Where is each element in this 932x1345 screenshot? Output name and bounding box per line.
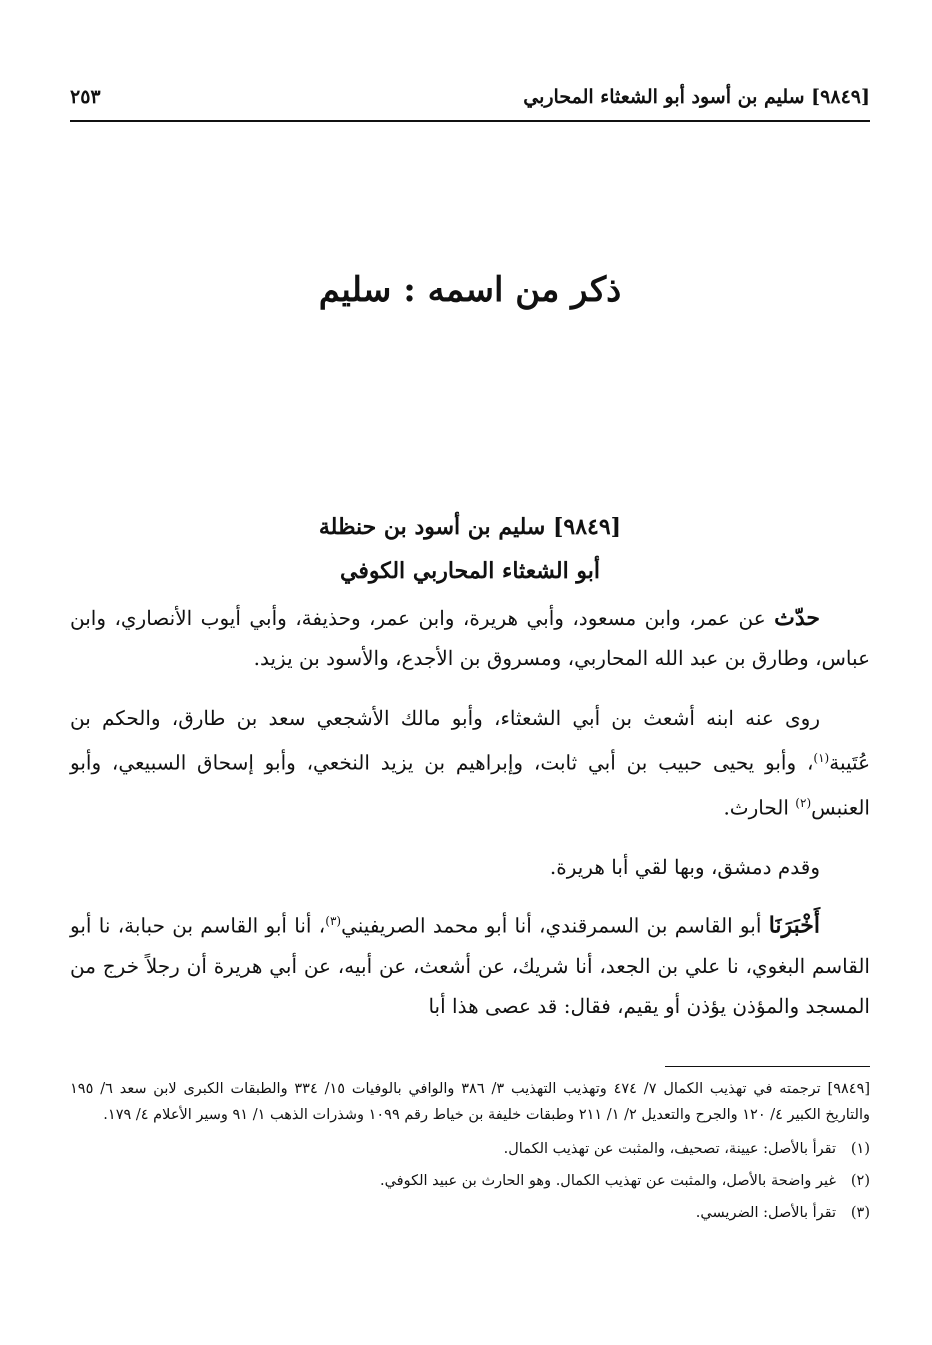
footnote-1 — [70, 1136, 870, 1162]
paragraph-text: ، وأبو يحيى حبيب بن أبي ثابت، وإبراهيم بن يزيد النخعي، وأبو إسحاق السبيعي، وأبو العنبس — [70, 750, 870, 820]
paragraph-text: أبو القاسم بن السمرقندي، أنا أبو محمد الصريفيني — [341, 913, 769, 938]
footnote-number: (١) — [850, 1141, 870, 1157]
footnote-text: غير واضحة بالأصل، والمثبت عن تهذيب الكمال. وهو الحارث بن عبيد الكوفي. — [379, 1173, 836, 1189]
footnote-ref-2[interactable]: (٢) — [795, 795, 812, 810]
footnote-number: (٢) — [850, 1173, 870, 1189]
paragraph-text: روى عنه ابنه أشعث بن أبي الشعثاء، وأبو مالك الأشجعي سعد بن طارق، والحكم بن عُتَيبة — [70, 706, 870, 775]
paragraph-damascus: وقدم دمشق، وبها لقي أبا هريرة. — [549, 855, 820, 880]
footnote-text: تقرأ بالأصل: الضريسي. — [695, 1205, 836, 1221]
running-title: [٩٨٤٩] سليم بن أسود أبو الشعثاء المحاربي — [523, 86, 870, 108]
paragraph-text: الحارث. — [723, 795, 796, 820]
footnote-text: تقرأ بالأصل: عيينة، تصحيف، والمثبت عن تهذيب الكمال. — [503, 1141, 836, 1157]
footnote-rule — [665, 1066, 870, 1067]
paragraph-text: عن عمر، وابن مسعود، وأبي هريرة، وابن عمر، وحذيفة، وأبي أيوب الأنصاري، وابن عباس، وطارق بن عبد الله المحاربي، ومسروق بن الأجدع، والأسود بن يزيد. — [70, 606, 870, 670]
entry-heading-line-2: أبو الشعثاء المحاربي الكوفي — [339, 558, 601, 584]
paragraph-narrators — [70, 698, 870, 827]
entry-heading-line-1: [٩٨٤٩] سليم بن أسود بن حنظلة — [318, 514, 622, 540]
lead-word: حدّث — [774, 605, 821, 631]
header-rule — [70, 120, 870, 122]
footnotes — [70, 1076, 870, 1232]
footnote-number: (٣) — [850, 1205, 870, 1221]
lead-word: أَخْبَرَنَا — [768, 912, 821, 939]
footnote-sources: [٩٨٤٩] ترجمته في تهذيب الكمال ٧/ ٤٧٤ وتهذيب التهذيب ٣/ ٣٨٦ والوافي بالوفيات ١٥/ ٣٣٤ والطبقات الكبرى لابن سعد ٦/ ١٩٥ والتاريخ الكبير ٤/ ١٢٠ والجرح والتعديل ٢/ ١/ ٢١١ وطبقات خليفة بن خياط رقم ١٠٩٩ وشذرات الذهب ١/ ٩١ وسير الأعلام ٤/ ١٧٩. — [70, 1081, 871, 1123]
footnote-2 — [70, 1168, 870, 1194]
footnote-3 — [70, 1200, 870, 1226]
paragraph-narrated-from — [70, 598, 870, 678]
paragraph-text: ، أنا أبو القاسم بن حبابة، نا أبو القاسم البغوي، نا علي بن الجعد، أنا شريك، عن أشعث، عن أبيه، عن أبي هريرة أن رجلاً خرج من المسجد والمؤذن يؤذن أو يقيم، فقال: قد عصى هذا أبا — [70, 913, 870, 1018]
paragraph-isnad — [70, 901, 870, 1026]
entry-heading — [70, 505, 870, 593]
footnote-ref-3[interactable]: (٣) — [325, 914, 342, 929]
section-title: ذكر من اسمه : سليم — [318, 270, 622, 310]
page-number: ٢٥٣ — [70, 86, 101, 108]
main-text — [70, 598, 870, 1046]
footnote-ref-1[interactable]: (١) — [813, 751, 830, 765]
running-header — [70, 86, 870, 118]
